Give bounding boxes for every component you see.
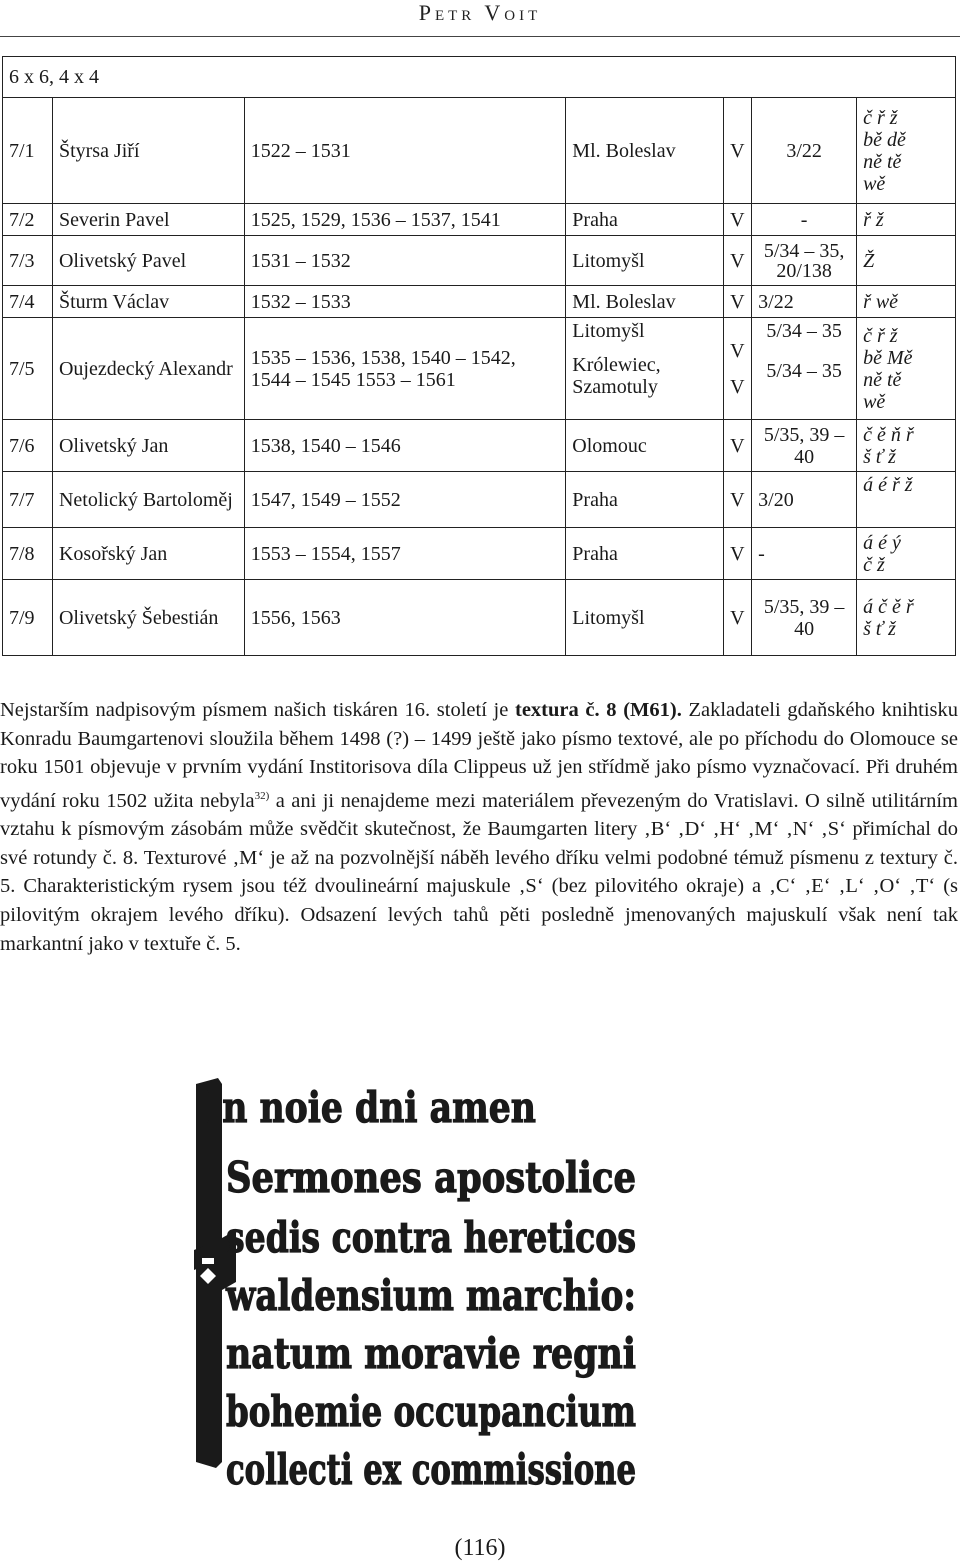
note-line: č ě ň ř <box>863 423 914 446</box>
row-name: Olivetský Šebestián <box>52 580 244 656</box>
note-line: bě dě <box>863 128 906 151</box>
row-place: Ml. Boleslav <box>566 286 724 318</box>
row-ref: 3/22 <box>752 98 857 204</box>
note-line: bě Mě <box>863 346 913 369</box>
row-notes <box>857 580 956 656</box>
paragraph-bold: textura č. 8 (M61). <box>515 699 682 721</box>
row-years: 1535 – 1536, 1538, 1540 – 1542, 1544 – 1545 1553 – 1561 <box>244 318 565 420</box>
row-name: Kosořský Jan <box>52 528 244 580</box>
row-years: 1522 – 1531 <box>244 98 565 204</box>
paragraph-text: Nejstarším nadpisovým písmem našich tiskáren 16. století je <box>0 699 515 721</box>
row-years: 1556, 1563 <box>244 580 565 656</box>
table-row <box>3 420 956 472</box>
note-line: č ř ž <box>863 324 898 347</box>
row-place: Litomyšl <box>566 580 724 656</box>
row-place: Ml. Boleslav <box>566 98 724 204</box>
note-line: á é ř ž <box>863 474 913 496</box>
paragraph-text: Zakladateli gdaňského knihtisku Konradu Baumgartenovi sloužila během 1498 (?) – 1499 ještě jako písmo textové, ale po příchodu do Olomouce se roku 1501 objevuje v prvním vydání Institorisova díla Clippeus už jen střídmě jako písmo vyznačovací. Při druhém vydání roku 1502 užita nebyla <box>0 699 958 812</box>
row-place: Praha <box>566 204 724 236</box>
note-line: wě <box>863 390 886 413</box>
note-line: č ž <box>863 553 885 576</box>
paragraph-text: a ani ji nenajdeme mezi materiálem převezeným do Vratislavi. O silně utilitárním vztahu k písmovým zásobám může svědčit skutečnost, že Baumgarten litery ‚B‘ ‚D‘ ‚H‘ ‚M‘ ‚N‘ ‚S‘ přimíchal do své rotundy č. 8. Texturové ‚M‘ je až na pozvolnější náběh levého dříku velmi podobné témuž písmenu z textury č. 5. Charakteristickým rysem jsou též dvoulineární majuskule ‚S‘ (bez pilovitého okraje) a ‚C‘ ‚E‘ ‚L‘ ‚O‘ ‚T‘ (s pilovitým okrajem levého dříku). Odsazení levých tahů pěti posledně jmenovaných majuskulí však není tak markantní jako v textuře č. 5. <box>0 789 958 955</box>
row-v: V <box>724 472 752 528</box>
row-id: 7/4 <box>3 286 53 318</box>
note-line: š ť ž <box>863 445 896 468</box>
row-place-b: Królewiec, Szamotuly <box>572 354 661 398</box>
note-line: Ž <box>863 249 875 272</box>
note-line: wě <box>863 172 886 195</box>
row-ref: 3/20 <box>752 472 857 528</box>
row-ref-a: 5/34 – 35 <box>766 320 842 342</box>
printers-table <box>2 56 956 656</box>
row-years: 1525, 1529, 1536 – 1537, 1541 <box>244 204 565 236</box>
row-id: 7/3 <box>3 236 53 286</box>
row-id: 7/2 <box>3 204 53 236</box>
specimen-line: waldensium marchio: <box>225 1271 636 1320</box>
row-place-a: Litomyšl <box>572 320 645 342</box>
row-years: 1531 – 1532 <box>244 236 565 286</box>
table-row <box>3 204 956 236</box>
row-id: 7/6 <box>3 420 53 472</box>
specimen-line: natum moravie regni <box>226 1329 636 1378</box>
row-name: Šturm Václav <box>52 286 244 318</box>
table-row <box>3 318 956 420</box>
row-ref <box>752 318 857 420</box>
note-line: ř ž <box>863 208 884 231</box>
running-header: Petr Voit <box>418 0 542 25</box>
table-row <box>3 580 956 656</box>
row-place: Praha <box>566 528 724 580</box>
row-ref: - <box>752 204 857 236</box>
row-years: 1532 – 1533 <box>244 286 565 318</box>
row-ref: 5/35, 39 – 40 <box>752 580 857 656</box>
row-v-b: V <box>730 375 745 398</box>
row-place: Litomyšl <box>566 236 724 286</box>
blackletter-specimen <box>188 1070 648 1505</box>
note-line: č ř ž <box>863 106 898 129</box>
row-v: V <box>724 204 752 236</box>
section-label: 6 x 6, 4 x 4 <box>3 57 956 98</box>
specimen-line: bohemie occupancium <box>226 1387 636 1436</box>
row-years: 1538, 1540 – 1546 <box>244 420 565 472</box>
row-place: Praha <box>566 472 724 528</box>
row-id: 7/9 <box>3 580 53 656</box>
row-notes <box>857 98 956 204</box>
body-paragraph <box>0 696 958 958</box>
table-section-row <box>3 57 956 98</box>
row-v-a: V <box>730 339 745 362</box>
row-notes <box>857 528 956 580</box>
row-notes <box>857 472 956 528</box>
specimen-line: sedis contra hereticos <box>226 1213 636 1262</box>
row-v: V <box>724 286 752 318</box>
table-row <box>3 98 956 204</box>
row-place <box>566 318 724 420</box>
specimen-line: In noie dni amen <box>206 1083 536 1132</box>
row-ref: 3/22 <box>752 286 857 318</box>
note-line: á č ě ř <box>863 595 914 618</box>
specimen-line: collecti ex commissione <box>226 1445 636 1494</box>
note-line: á é ý <box>863 531 901 554</box>
row-notes <box>857 318 956 420</box>
table-row <box>3 528 956 580</box>
row-id: 7/7 <box>3 472 53 528</box>
row-v: V <box>724 98 752 204</box>
row-years: 1547, 1549 – 1552 <box>244 472 565 528</box>
row-ref: 5/35, 39 – 40 <box>752 420 857 472</box>
row-name: Olivetský Jan <box>52 420 244 472</box>
row-notes <box>857 236 956 286</box>
row-id: 7/5 <box>3 318 53 420</box>
row-notes <box>857 204 956 236</box>
row-id: 7/1 <box>3 98 53 204</box>
page-number: (116) <box>454 1535 506 1561</box>
row-name: Severin Pavel <box>52 204 244 236</box>
row-name: Netolický Bartoloměj <box>52 472 244 528</box>
footnote-mark: 32) <box>254 789 270 802</box>
note-line: ř wě <box>863 290 899 313</box>
table-row <box>3 236 956 286</box>
row-id: 7/8 <box>3 528 53 580</box>
row-v: V <box>724 528 752 580</box>
row-v <box>724 318 752 420</box>
row-ref: - <box>752 528 857 580</box>
header-rule <box>0 36 960 37</box>
note-line: ně tě <box>863 150 902 173</box>
row-notes <box>857 286 956 318</box>
note-line: ně tě <box>863 368 902 391</box>
row-place: Olomouc <box>566 420 724 472</box>
row-ref: 5/34 – 35, 20/138 <box>752 236 857 286</box>
specimen-line: Sermones apostolice <box>226 1153 636 1202</box>
table-row <box>3 286 956 318</box>
row-name: Oujezdecký Alexandr <box>52 318 244 420</box>
row-v: V <box>724 236 752 286</box>
table-row <box>3 472 956 528</box>
row-notes <box>857 420 956 472</box>
note-line: š ť ž <box>863 617 896 640</box>
row-years: 1553 – 1554, 1557 <box>244 528 565 580</box>
row-name: Štyrsa Jiří <box>52 98 244 204</box>
row-name: Olivetský Pavel <box>52 236 244 286</box>
row-v: V <box>724 580 752 656</box>
row-v: V <box>724 420 752 472</box>
row-ref-b: 5/34 – 35 <box>766 360 842 382</box>
